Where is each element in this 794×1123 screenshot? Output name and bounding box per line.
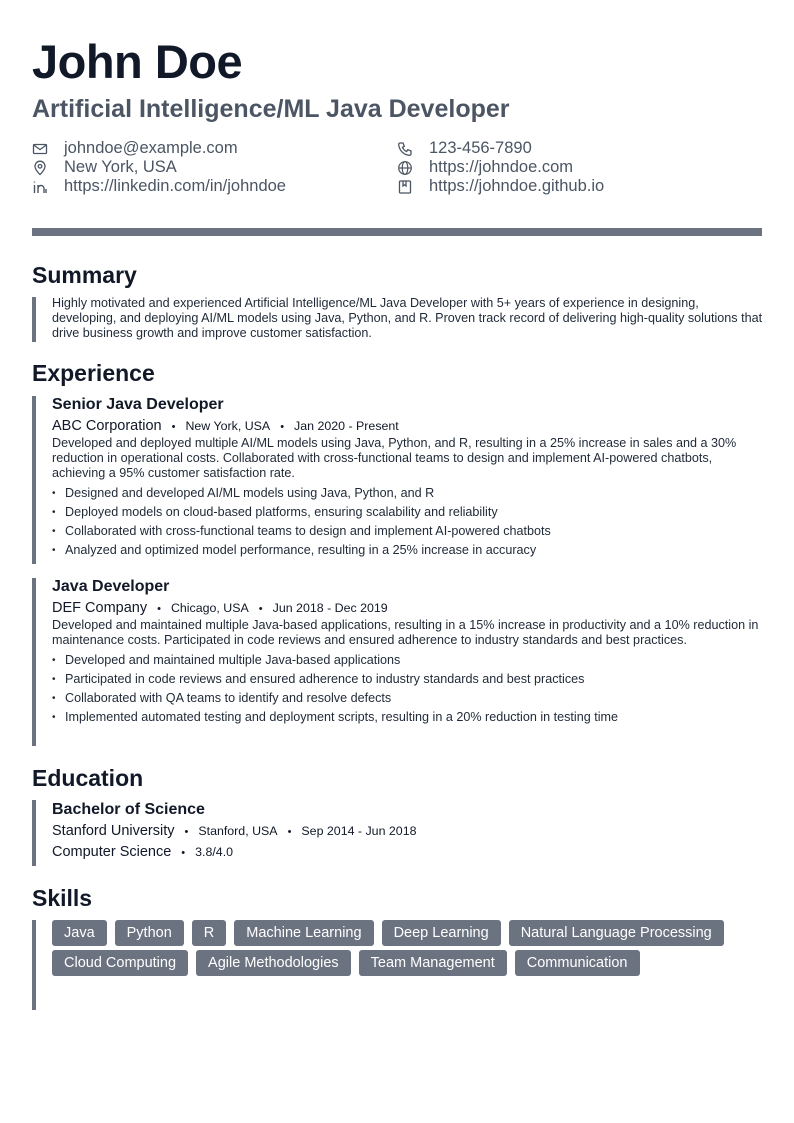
contact-email-text: johndoe@example.com	[64, 139, 238, 157]
globe-icon	[397, 160, 413, 176]
contact-github[interactable]	[397, 177, 604, 196]
education-gpa: 3.8/4.0	[195, 845, 234, 859]
education-entry	[52, 800, 764, 860]
education-meta	[52, 823, 764, 839]
education-accent-bar	[32, 800, 36, 866]
job-title: Senior Java Developer	[52, 396, 224, 413]
contact-linkedin-text: https://linkedin.com/in/johndoe	[64, 177, 286, 195]
job-location: New York, USA	[185, 419, 271, 433]
experience-entry	[52, 395, 764, 560]
job-description: Developed and maintained multiple Java-based applications, resulting in a 15% increase in productivity and a 10% reduction in maintenance costs. Participated in code reviews and ensured adherence to industry standards and best practices.	[52, 618, 759, 647]
mail-icon	[32, 141, 48, 157]
education-dates: Sep 2014 - Jun 2018	[301, 824, 417, 838]
contact-website-text: https://johndoe.com	[429, 158, 574, 176]
contact-phone[interactable]	[397, 139, 532, 158]
skill-tag: Natural Language Processing	[509, 920, 724, 946]
contact-location	[32, 158, 177, 177]
education-field-row	[52, 844, 764, 860]
contact-email[interactable]	[32, 139, 238, 158]
meta-separator: •	[287, 826, 292, 838]
job-bullets	[52, 484, 764, 560]
contact-location-text: New York, USA	[64, 158, 177, 176]
experience-accent-bar-2	[32, 578, 36, 746]
job-meta	[52, 600, 764, 616]
contact-linkedin[interactable]	[32, 177, 286, 196]
job-bullet: • Developed and maintained multiple Java-based applications	[52, 651, 764, 670]
experience-accent-bar-1	[32, 396, 36, 564]
job-company: ABC Corporation	[52, 418, 162, 434]
job-bullet: • Implemented automated testing and deployment scripts, resulting in a 20% reduction in testing time	[52, 708, 764, 727]
header-divider	[32, 228, 762, 236]
meta-separator: •	[184, 826, 189, 838]
job-title: Java Developer	[52, 578, 170, 595]
section-title-summary: Summary	[32, 262, 137, 288]
candidate-name: John Doe	[32, 35, 243, 88]
job-description: Developed and deployed multiple AI/ML models using Java, Python, and R, resulting in a 25% increase in sales and a 30% reduction in operational costs. Collaborated with cross-functional teams to design and implement AI-powered chatbots, achieving a 95% customer satisfaction rate.	[52, 436, 737, 480]
job-bullet: • Participated in code reviews and ensured adherence to industry standards and best practices	[52, 670, 764, 689]
job-bullet: • Collaborated with QA teams to identify and resolve defects	[52, 689, 764, 708]
meta-separator: •	[171, 421, 176, 433]
contact-website[interactable]	[397, 158, 573, 177]
skill-tag: R	[192, 920, 226, 946]
job-bullet: • Collaborated with cross-functional teams to design and implement AI-powered chatbots	[52, 522, 764, 541]
education-school: Stanford University	[52, 823, 175, 839]
skill-tag: Cloud Computing	[52, 950, 188, 976]
meta-separator: •	[280, 421, 285, 433]
meta-separator: •	[181, 847, 186, 859]
contact-phone-text: 123-456-7890	[429, 139, 532, 157]
skills-list	[52, 920, 764, 976]
summary-text: Highly motivated and experienced Artificial Intelligence/ML Java Developer with 5+ years of experience in designing, developing, and deploying AI/ML models using Java, Python, and R. Proven track record of delivering high-quality solutions that drive business growth and improve customer satisfaction.	[52, 296, 763, 340]
skill-tag: Agile Methodologies	[196, 950, 351, 976]
meta-separator: •	[157, 603, 161, 615]
book-icon	[397, 179, 413, 195]
job-dates: Jun 2018 - Dec 2019	[272, 601, 388, 615]
job-dates: Jan 2020 - Present	[294, 419, 399, 433]
job-bullet: • Designed and developed AI/ML models using Java, Python, and R	[52, 484, 764, 503]
skill-tag: Communication	[515, 950, 640, 976]
job-meta	[52, 418, 764, 434]
education-location: Stanford, USA	[198, 824, 278, 838]
job-company: DEF Company	[52, 600, 148, 616]
skill-tag: Java	[52, 920, 107, 946]
skill-tag: Machine Learning	[234, 920, 373, 946]
skill-tag: Team Management	[359, 950, 507, 976]
section-title-education: Education	[32, 765, 144, 791]
contact-github-text: https://johndoe.github.io	[429, 177, 605, 195]
job-bullets	[52, 651, 764, 727]
meta-separator: •	[258, 603, 263, 615]
skill-tag: Deep Learning	[382, 920, 501, 946]
section-title-experience: Experience	[32, 360, 155, 386]
job-bullet: • Deployed models on cloud-based platforms, ensuring scalability and reliability	[52, 503, 764, 522]
map-pin-icon	[32, 160, 48, 176]
section-title-skills: Skills	[32, 885, 93, 911]
education-field: Computer Science	[52, 844, 172, 860]
linkedin-icon	[32, 179, 48, 195]
skill-tag: Python	[115, 920, 184, 946]
job-location: Chicago, USA	[170, 601, 249, 615]
summary-accent-bar	[32, 297, 36, 342]
candidate-headline: Artificial Intelligence/ML Java Developer	[32, 95, 510, 123]
job-bullet: • Analyzed and optimized model performance, resulting in a 25% increase in accuracy	[52, 541, 764, 560]
education-degree: Bachelor of Science	[52, 801, 205, 818]
phone-icon	[397, 141, 413, 157]
experience-entry	[52, 577, 764, 727]
skills-accent-bar	[32, 920, 36, 1010]
